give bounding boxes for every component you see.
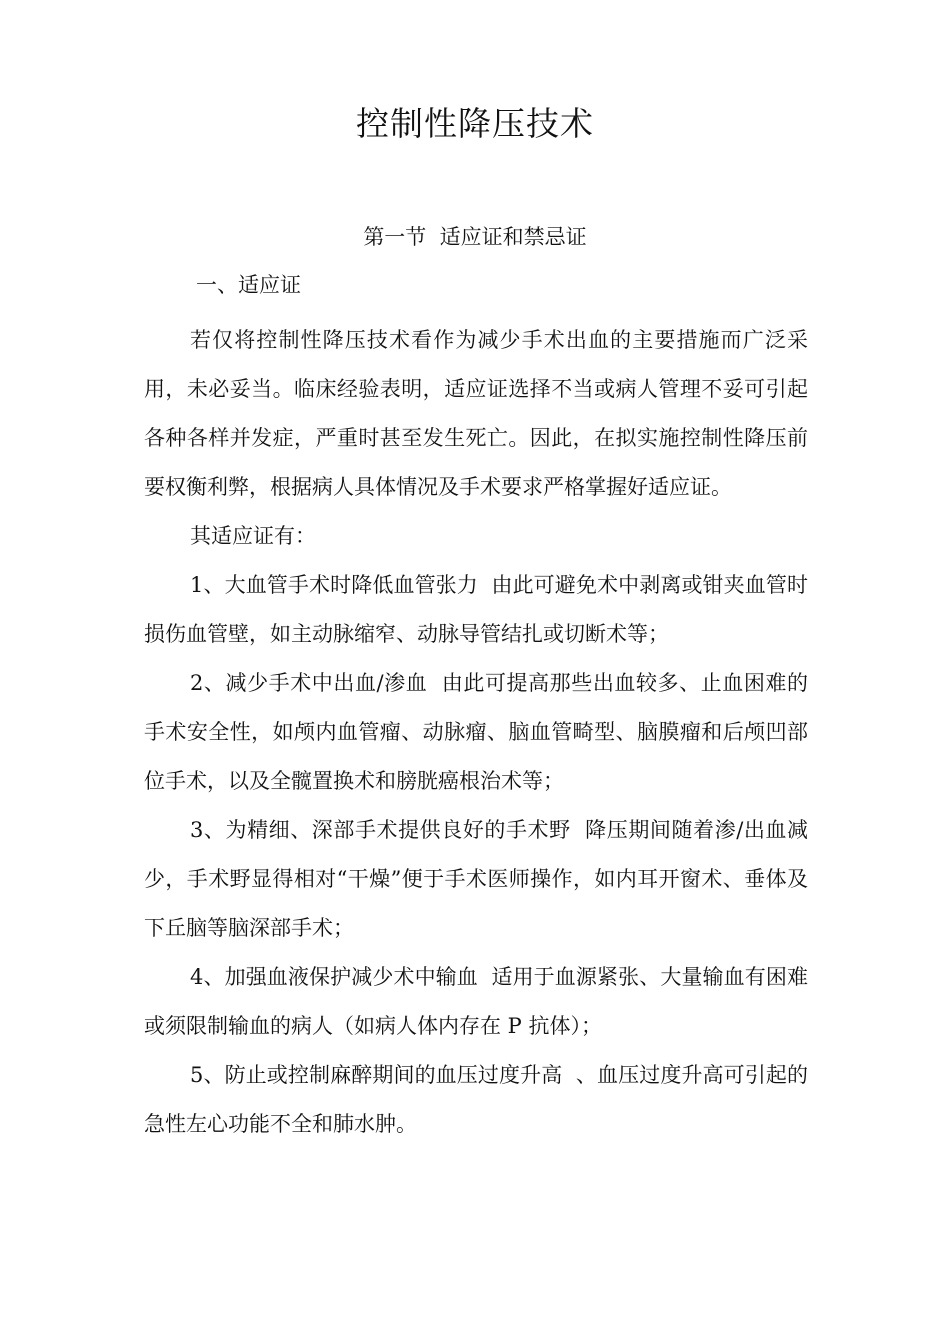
list-item-2: 2、减少手术中出血/渗血 由此可提高那些出血较多、止血困难的手术安全性，如颅内血管瘤、动脉瘤、脑血管畸型、脑膜瘤和后颅凹部位手术，以及全髋置换术和膀胱癌根治术等； [144,671,808,793]
paragraph-indications-lead: 其适应证有： [190,524,316,548]
document-title: 控制性降压技术 [356,104,594,143]
list-item-3: 3、为精细、深部手术提供良好的手术野 降压期间随着渗/出血减少，手术野显得相对“干燥”便于手术医师操作，如内耳开窗术、垂体及下丘脑等脑深部手术； [144,818,808,940]
list-item-5: 5、防止或控制麻醉期间的血压过度升高 、血压过度升高可引起的急性左心功能不全和肺水肿。 [144,1063,808,1136]
list-item-4: 4、加强血液保护减少术中输血 适用于血源紧张、大量输血有困难或须限制输血的病人（如病人体内存在 P 抗体）； [144,965,808,1038]
paragraph-intro: 若仅将控制性降压技术看作为减少手术出血的主要措施而广泛采用，未必妥当。临床经验表明，适应证选择不当或病人管理不妥可引起各种各样并发症，严重时甚至发生死亡。因此，在拟实施控制性降压前要权衡利弊，根据病人具体情况及手术要求严格掌握好适应证。 [144,328,808,499]
list-item-1: 1、大血管手术时降低血管张力 由此可避免术中剥离或钳夹血管时损伤血管壁，如主动脉缩窄、动脉导管结扎或切断术等； [144,573,808,646]
body-text [144,316,808,1149]
section-heading: 第一节 适应证和禁忌证 [363,225,587,249]
subheading-indications: 一、适应证 [196,273,301,297]
